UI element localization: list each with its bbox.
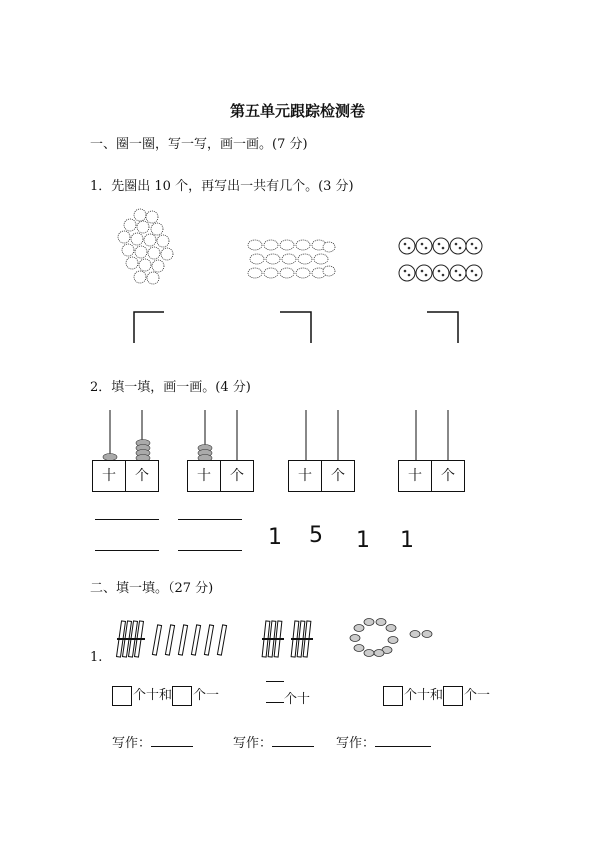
answer-blank[interactable] (178, 518, 242, 520)
fill-text: 个十和 (133, 688, 173, 703)
abacus-ones-label: 个 (321, 460, 355, 492)
dot-cluster-2-image (245, 237, 337, 282)
fill-text: 个十和 (404, 688, 444, 703)
abacus-ones-label: 个 (220, 460, 254, 492)
section1-heading: 一、圈一圈，写一写，画一画。(7 分) (90, 137, 308, 152)
answer-blank[interactable] (178, 549, 242, 551)
answer-box-1[interactable] (130, 310, 170, 345)
abacus-2 (187, 410, 257, 495)
bead-ring-image (347, 618, 437, 660)
fill-text: 个十 (284, 692, 311, 707)
abacus-3 (288, 410, 358, 495)
write-as-1 (112, 732, 193, 751)
abacus-tens-label: 十 (398, 460, 432, 492)
given-digit: 1 (268, 525, 282, 550)
answer-box[interactable] (112, 686, 132, 706)
given-digit: 1 (356, 528, 370, 553)
page-title: 第五单元跟踪检测卷 (229, 102, 365, 120)
write-label: 写作： (112, 736, 152, 751)
abacus-tens-label: 十 (92, 460, 126, 492)
abacus-tens-label: 十 (187, 460, 221, 492)
answer-box[interactable] (172, 686, 192, 706)
answer-blank[interactable] (272, 745, 314, 747)
answer-blank[interactable] (151, 745, 193, 747)
fill-in-1 (112, 684, 219, 706)
answer-box-2[interactable] (278, 310, 318, 345)
stick-bundles-2-image (260, 617, 322, 662)
answer-blank[interactable] (375, 745, 431, 747)
given-digit: 5 (309, 523, 323, 548)
write-label: 写作： (336, 736, 376, 751)
fill-text: 个一 (464, 688, 491, 703)
write-as-3 (336, 732, 431, 751)
abacus-ones-label: 个 (431, 460, 465, 492)
abacus-tens-label: 十 (288, 460, 322, 492)
answer-box[interactable] (443, 686, 463, 706)
abacus-rods (288, 410, 358, 462)
abacus-rods (398, 410, 468, 462)
dot-cluster-3-image (396, 235, 484, 285)
abacus-ones-label: 个 (125, 460, 159, 492)
answer-blank[interactable] (266, 680, 284, 682)
question-2-text: 2．填一填，画一画。(4 分) (90, 380, 251, 395)
dot-cluster-1-image (110, 205, 185, 290)
write-label: 写作： (233, 736, 273, 751)
answer-blank[interactable] (95, 518, 159, 520)
answer-box[interactable] (383, 686, 403, 706)
answer-blank[interactable] (95, 549, 159, 551)
answer-blank[interactable] (266, 701, 284, 703)
question-1-text: 1．先圈出 10 个，再写出一共有几个。(3 分) (90, 179, 354, 194)
abacus-rods (92, 410, 162, 462)
section2-heading: 二、填一填。（27 分) (90, 581, 214, 596)
answer-box-3[interactable] (425, 310, 465, 345)
write-as-2 (233, 732, 314, 751)
fill-in-2 (266, 688, 310, 707)
fill-in-3 (383, 684, 490, 706)
abacus-4 (398, 410, 468, 495)
fill-text: 个一 (193, 688, 220, 703)
abacus-1 (92, 410, 162, 495)
question-number: 1. (90, 650, 103, 665)
given-digit: 1 (400, 528, 414, 553)
stick-bundles-image (115, 617, 240, 662)
abacus-rods (187, 410, 257, 462)
